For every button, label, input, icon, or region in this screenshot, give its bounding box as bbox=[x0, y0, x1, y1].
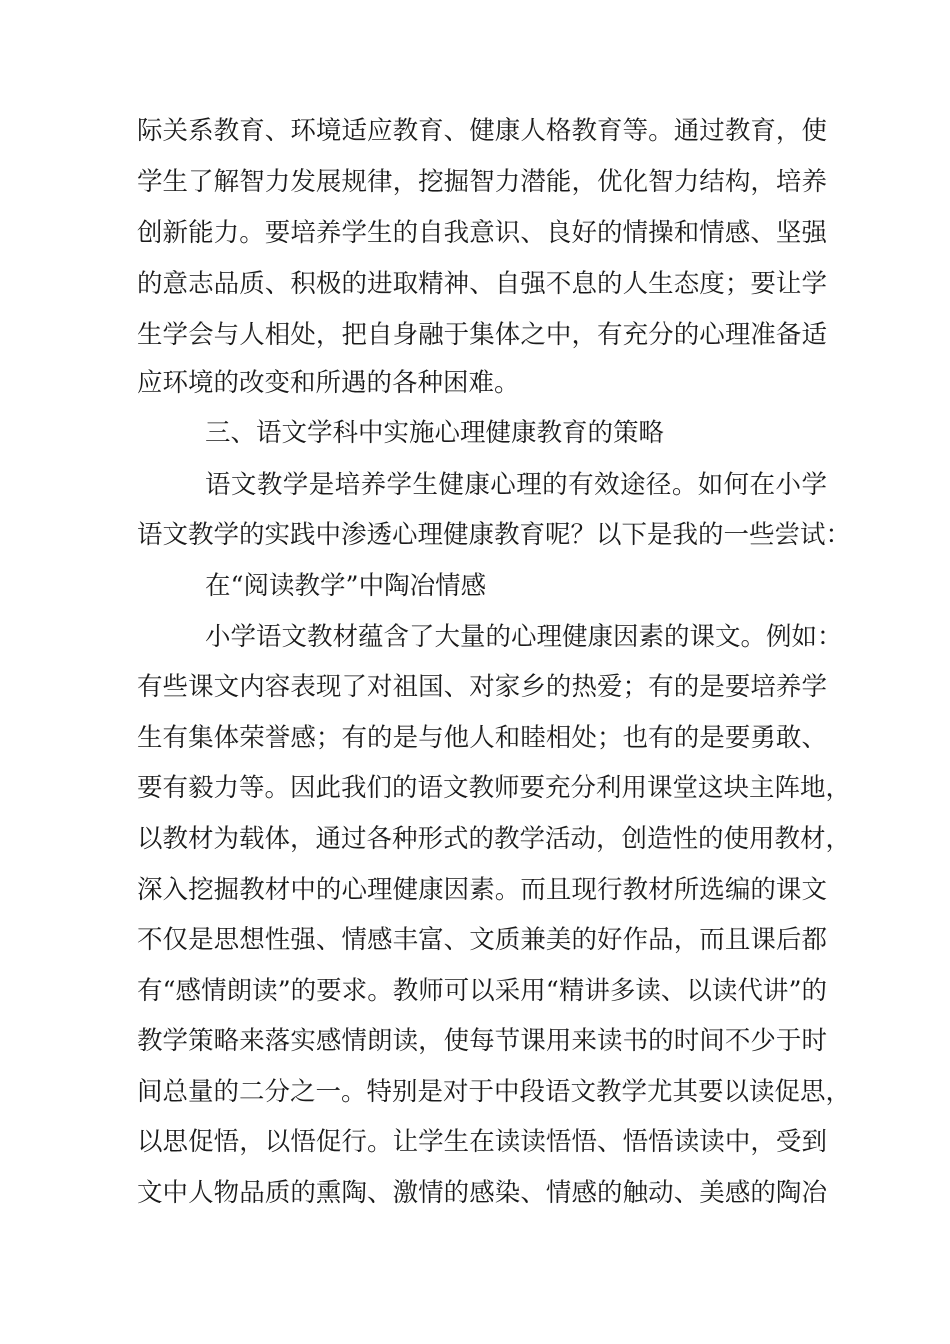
text-line: 教学策略来落实感情朗读，使每节课用来读书的时间不少于时 bbox=[137, 1026, 827, 1056]
text-line: 语文教学的实践中渗透心理健康教育呢？以下是我的一些尝试： bbox=[137, 520, 852, 550]
text-line: 有“感情朗读”的要求。教师可以采用“精讲多读、以读代讲”的 bbox=[137, 976, 827, 1006]
text-line: 应环境的改变和所遇的各种困难。 bbox=[137, 368, 520, 398]
text-line: 生有集体荣誉感；有的是与他人和睦相处；也有的是要勇敢、 bbox=[137, 723, 827, 753]
text-line: 创新能力。要培养学生的自我意识、良好的情操和情感、坚强 bbox=[137, 218, 827, 248]
text-line: 深入挖掘教材中的心理健康因素。而且现行教材所选编的课文 bbox=[137, 875, 827, 905]
text-line: 学生了解智力发展规律，挖掘智力潜能，优化智力结构，培养 bbox=[137, 167, 827, 197]
text-line: 文中人物品质的熏陶、激情的感染、情感的触动、美感的陶冶 bbox=[137, 1178, 827, 1208]
section-heading: 三、语文学科中实施心理健康教育的策略 bbox=[205, 418, 665, 448]
text-line: 间总量的二分之一。特别是对于中段语文教学尤其要以读促思， bbox=[137, 1077, 852, 1107]
text-line: 小学语文教材蕴含了大量的心理健康因素的课文。例如： bbox=[205, 622, 843, 652]
text-line: 语文教学是培养学生健康心理的有效途径。如何在小学 bbox=[205, 470, 827, 500]
text-line: 际关系教育、环境适应教育、健康人格教育等。通过教育，使 bbox=[137, 116, 827, 146]
text-line: 以思促悟，以悟促行。让学生在读读悟悟、悟悟读读中，受到 bbox=[137, 1127, 827, 1157]
text-line: 不仅是思想性强、情感丰富、文质兼美的好作品，而且课后都 bbox=[137, 925, 827, 955]
text-line: 要有毅力等。因此我们的语文教师要充分利用课堂这块主阵地， bbox=[137, 773, 852, 803]
text-line: 的意志品质、积极的进取精神、自强不息的人生态度；要让学 bbox=[137, 269, 827, 299]
text-line: 以教材为载体，通过各种形式的教学活动，创造性的使用教材， bbox=[137, 824, 852, 854]
subsection-heading: 在“阅读教学”中陶冶情感 bbox=[205, 571, 487, 601]
text-line: 生学会与人相处，把自身融于集体之中，有充分的心理准备适 bbox=[137, 320, 827, 350]
text-line: 有些课文内容表现了对祖国、对家乡的热爱；有的是要培养学 bbox=[137, 672, 827, 702]
